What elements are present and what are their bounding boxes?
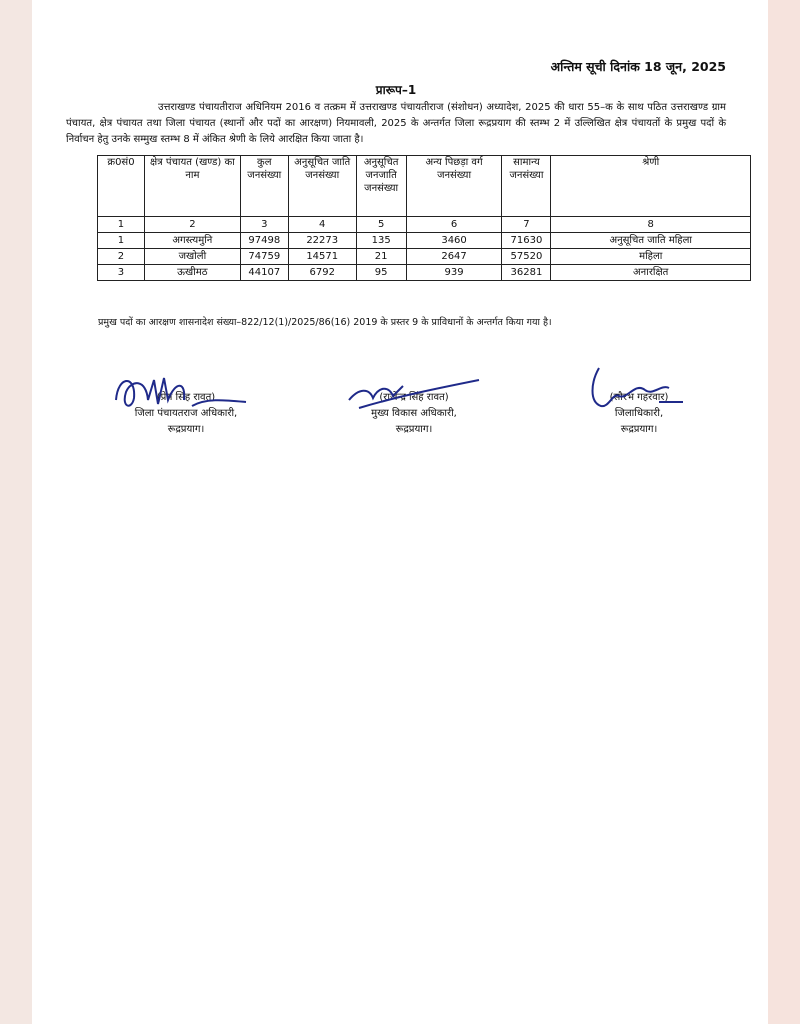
signatory-3-designation: जिलाधिकारी, (614, 408, 664, 419)
cell-st-population: 135 (356, 233, 406, 249)
column-number: 7 (502, 217, 551, 233)
cell-total-population: 44107 (240, 265, 288, 281)
signatory-2-name: (राजेन्द्र सिंह रावत) (379, 392, 449, 403)
table-row (98, 265, 751, 281)
date-line: अन्तिम सूची दिनांक 18 जून, 2025 (550, 59, 726, 74)
cell-total-population: 97498 (240, 233, 288, 249)
header-cell: कुल जनसंख्या (240, 156, 288, 217)
signatory-1-place: रूद्रप्रयाग। (167, 424, 205, 435)
document-body (66, 58, 726, 328)
header-cell: क्षेत्र पंचायत (खण्ड) का नाम (144, 156, 240, 217)
cell-sc-population: 6792 (288, 265, 356, 281)
table-row (98, 233, 751, 249)
column-number: 4 (288, 217, 356, 233)
cell-category: महिला (551, 249, 751, 265)
cell-total-population: 74759 (240, 249, 288, 265)
header-cell: अनुसूचित जनजाति जनसंख्या (356, 156, 406, 217)
cell-block-name: अगस्त्यमुनि (144, 233, 240, 249)
signature-3-mark (579, 362, 689, 417)
cell-serial: 2 (98, 249, 145, 265)
form-title: प्रारूप–1 (375, 83, 417, 97)
intro-paragraph (66, 100, 726, 148)
cell-obc-population: 939 (406, 265, 502, 281)
cell-st-population: 21 (356, 249, 406, 265)
signature-1-mark (106, 370, 256, 420)
column-number: 6 (406, 217, 502, 233)
cell-sc-population: 14571 (288, 249, 356, 265)
cell-block-name: जखोली (144, 249, 240, 265)
cell-general-population: 71630 (502, 233, 551, 249)
header-cell: अन्य पिछड़ा वर्ग जनसंख्या (406, 156, 502, 217)
cell-general-population: 36281 (502, 265, 551, 281)
cell-serial: 1 (98, 233, 145, 249)
intro-text: उत्तराखण्ड पंचायतीराज अधिनियम 2016 व तत्क्रम में उत्तराखण्ड पंचायतीराज (संशोधन) अध्यादेश, 2025 की धारा 55–क के साथ पठित उत्तराखण्ड ग्राम पंचायत, क्षेत्र पंचायत तथा जिला पंचायत (स्थानों और पदों का आरक्षण) नियमावली, 2025 के अन्तर्गत जिला रूद्रप्रयाग की स्तम्भ 2 में उल्लिखित क्षेत्र पंचायतों के प्रमुख पदों के निर्वाचन हेतु उनके सम्मुख स्तम्भ 8 में अंकित श्रेणी के लिये आरक्षित किया जाता है। (66, 102, 726, 145)
cell-obc-population: 3460 (406, 233, 502, 249)
cell-general-population: 57520 (502, 249, 551, 265)
signatory-3-name: (सौरभ गहरवार) (609, 392, 669, 403)
column-number: 8 (551, 217, 751, 233)
cell-sc-population: 22273 (288, 233, 356, 249)
header-cell: क्र0सं0 (98, 156, 145, 217)
page-edge (768, 0, 800, 1024)
signature-area (66, 364, 726, 474)
signatory-2 (334, 390, 494, 438)
header-cell: सामान्य जनसंख्या (502, 156, 551, 217)
reservation-table (97, 155, 751, 281)
signatory-1-name: (प्रेम सिंह रावत) (156, 392, 216, 403)
table-header-row (98, 156, 751, 217)
cell-serial: 3 (98, 265, 145, 281)
column-number: 3 (240, 217, 288, 233)
table-row (98, 249, 751, 265)
column-number: 2 (144, 217, 240, 233)
column-number-row (98, 217, 751, 233)
cell-category: अनारक्षित (551, 265, 751, 281)
signatory-2-place: रूद्रप्रयाग। (395, 424, 433, 435)
signatory-2-designation: मुख्य विकास अधिकारी, (371, 408, 457, 419)
cell-st-population: 95 (356, 265, 406, 281)
signatory-1 (106, 390, 266, 438)
header-cell: श्रेणी (551, 156, 751, 217)
signature-2-mark (339, 374, 489, 414)
signatory-3-place: रूद्रप्रयाग। (620, 424, 658, 435)
reservation-note: प्रमुख पदों का आरक्षण शासनादेश संख्या–822/12(1)/2025/86(16) 2019 के प्रस्तर 9 के प्राविधानों के अन्तर्गत किया गया है। (98, 317, 552, 328)
header-cell: अनुसूचित जाति जनसंख्या (288, 156, 356, 217)
column-number: 1 (98, 217, 145, 233)
cell-obc-population: 2647 (406, 249, 502, 265)
signatory-3 (564, 390, 714, 438)
cell-block-name: ऊखीमठ (144, 265, 240, 281)
signatory-1-designation: जिला पंचायतराज अधिकारी, (134, 408, 238, 419)
column-number: 5 (356, 217, 406, 233)
cell-category: अनुसूचित जाति महिला (551, 233, 751, 249)
